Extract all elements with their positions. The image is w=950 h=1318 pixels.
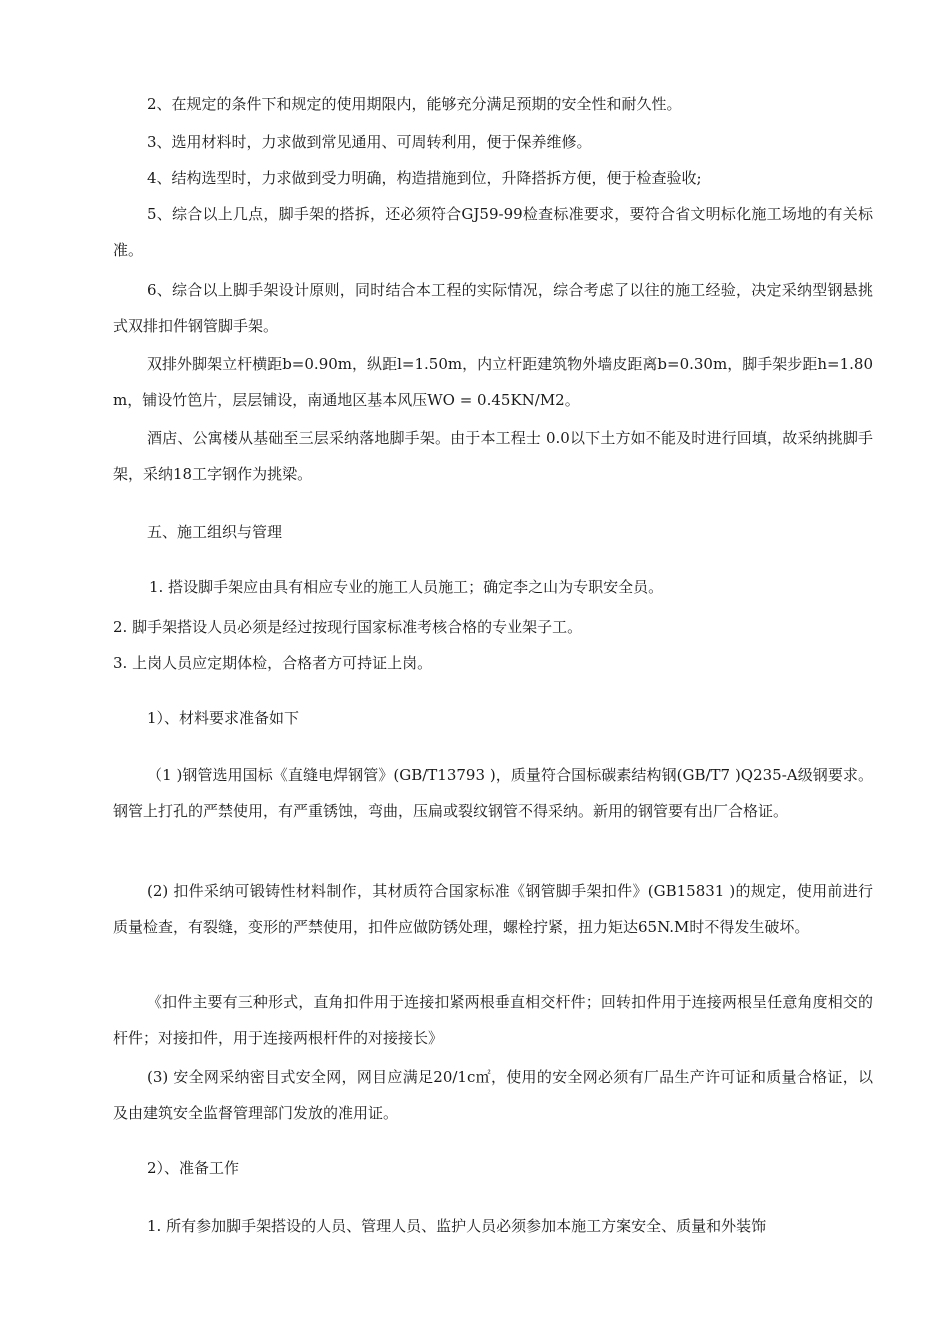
clause-4: 4、结构选型时，力求做到受力明确，构造措施到位，升降搭拆方便，便于检查验收; <box>147 169 702 187</box>
material-item-3: (3) 安全网采纳密目式安全网，网目应满足20/1c㎡，使用的安全网必须有厂品生产许可证和质量合格证，以及由建筑安全监督管理部门发放的准用证。 <box>113 1068 873 1122</box>
hotel-apartment-note: 酒店、公寓楼从基础至三层采纳落地脚手架。由于本工程士 0.0以下土方如不能及时进行回填，故采纳挑脚手架，采纳18工字钢作为挑梁。 <box>113 429 873 483</box>
clause-3: 3、选用材料时，力求做到常见通用、可周转利用，便于保养维修。 <box>147 133 592 151</box>
section-heading-organization: 五、施工组织与管理 <box>147 523 283 541</box>
fastener-types-note: 《扣件主要有三种形式，直角扣件用于连接扣紧两根垂直相交杆件；回转扣件用于连接两根呈任意角度相交的杆件；对接扣件，用于连接两根杆件的对接接长》 <box>113 993 873 1047</box>
material-item-2: (2) 扣件采纳可锻铸性材料制作，其材质符合国家标准《钢管脚手架扣件》(GB15831 )的规定，使用前进行质量检查，有裂缝，变形的严禁使用，扣件应做防锈处理，螺栓拧紧，扭力矩达65N.M时不得发生破坏。 <box>113 882 873 936</box>
subheading-materials: 1）、材料要求准备如下 <box>147 709 300 727</box>
material-item-1: （1 )钢管选用国标《直缝电焊钢管》(GB/T13793 )，质量符合国标碳素结构钢(GB/T7 )Q235-A级钢要求。钢管上打孔的严禁使用，有严重锈蚀，弯曲，压扁或裂纹钢管不得采纳。新用的钢管要有出厂合格证。 <box>113 766 873 820</box>
org-item-2: 2. 脚手架搭设人员必须是经过按现行国家标准考核合格的专业架子工。 <box>113 618 583 636</box>
clause-2: 2、在规定的条件下和规定的使用期限内，能够充分满足预期的安全性和耐久性。 <box>147 95 682 113</box>
org-item-3: 3. 上岗人员应定期体检，合格者方可持证上岗。 <box>113 654 433 672</box>
org-item-1: 1. 搭设脚手架应由具有相应专业的施工人员施工；确定李之山为专职安全员。 <box>149 578 664 596</box>
clause-6: 6、综合以上脚手架设计原则，同时结合本工程的实际情况，综合考虑了以往的施工经验，决定采纳型钢悬挑式双排扣件钢管脚手架。 <box>113 281 873 335</box>
scaffold-parameters: 双排外脚架立杆横距b=0.90m，纵距l=1.50m，内立杆距建筑物外墙皮距离b=0.30m，脚手架步距h=1.80m，铺设竹笆片，层层铺设，南通地区基本风压WO = 0.45KN/M2。 <box>113 355 873 409</box>
subheading-preparation: 2）、准备工作 <box>147 1159 240 1177</box>
clause-5: 5、综合以上几点，脚手架的搭拆，还必须符合GJ59-99检查标准要求，要符合省文明标化施工场地的有关标准。 <box>113 205 873 259</box>
preparation-item-1: 1. 所有参加脚手架搭设的人员、管理人员、监护人员必须参加本施工方案安全、质量和外装饰 <box>147 1217 767 1235</box>
